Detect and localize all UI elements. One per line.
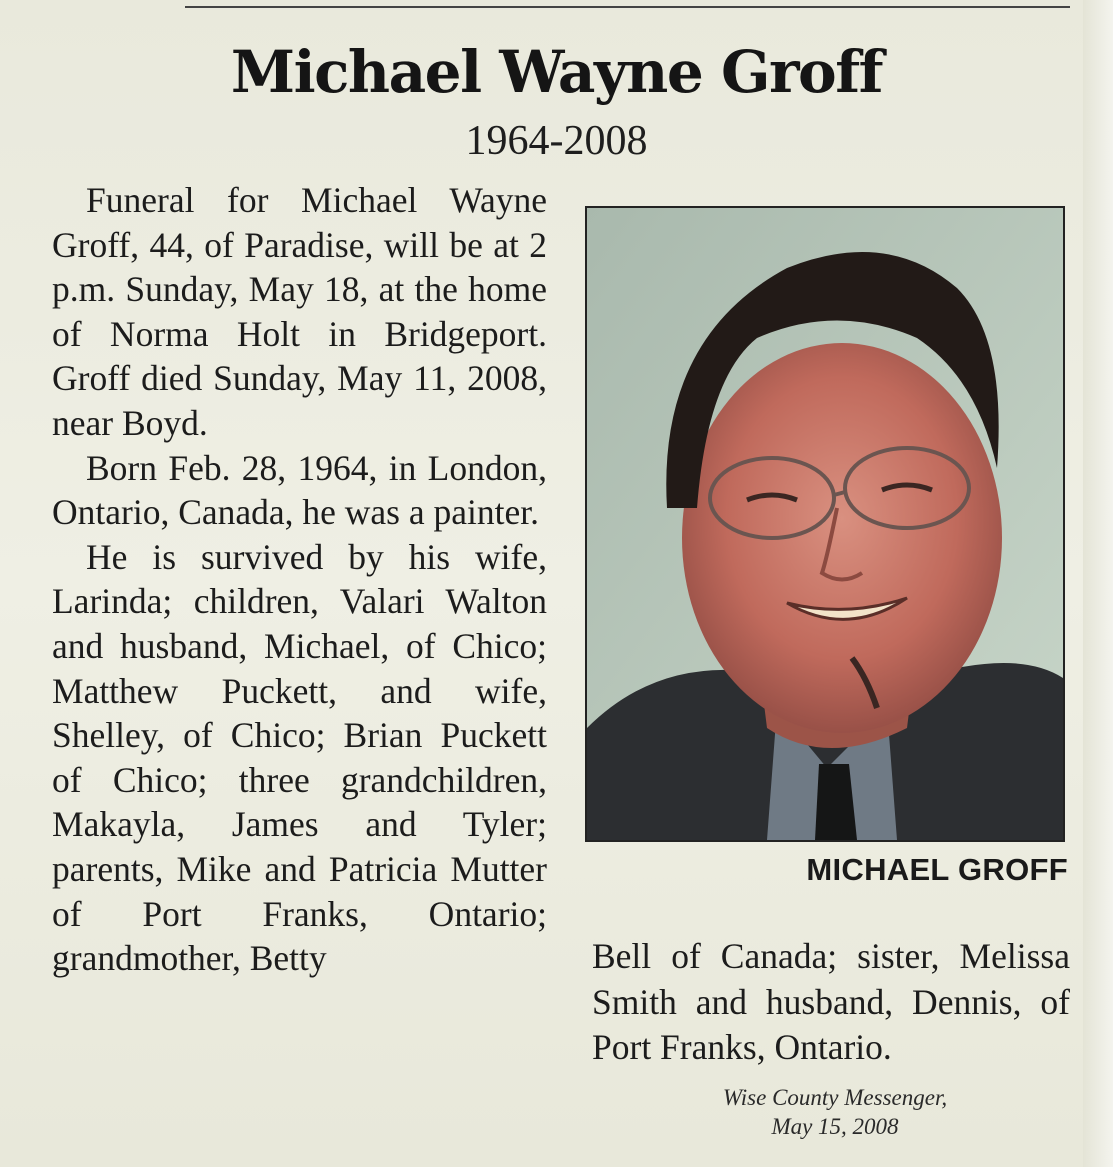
paragraph-born: Born Feb. 28, 1964, in London, Ontario, Canada, he was a painter.: [52, 447, 547, 533]
paper-edge: [1083, 0, 1113, 1167]
paragraph-survived: He is survived by his wife, Larinda; children, Valari Walton and husband, Michael, of Chico; Matthew Puckett, and wife, Shelley, of Chico; Brian Puckett of Chico; three grandchildren, Makayla, James and Tyler; parents, Mike and Patricia Mutter of Port Franks, Ontario; grandmother, Betty: [52, 536, 547, 979]
portrait-photo: [585, 206, 1065, 842]
obituary-right-column: [592, 934, 1070, 1071]
top-rule-divider: [185, 6, 1070, 8]
obituary-years: 1964-2008: [465, 118, 648, 164]
source-publication: Wise County Messenger,: [722, 1085, 948, 1110]
photo-caption: MICHAEL GROFF: [806, 852, 1068, 887]
source-credit: [640, 1083, 1030, 1141]
obituary-headline: Michael Wayne Groff: [230, 38, 883, 106]
paragraph-funeral: Funeral for Michael Wayne Groff, 44, of Paradise, will be at 2 p.m. Sunday, May 18, at the home of Norma Holt in Bridgeport. Groff died Sunday, May 11, 2008, near Boyd.: [52, 180, 547, 443]
portrait-illustration: [587, 208, 1063, 840]
obituary-left-column: [52, 178, 547, 981]
paragraph-continuation: Bell of Canada; sister, Melissa Smith and husband, Dennis, of Port Franks, Ontario.: [592, 936, 1070, 1067]
source-date: May 15, 2008: [771, 1114, 899, 1139]
